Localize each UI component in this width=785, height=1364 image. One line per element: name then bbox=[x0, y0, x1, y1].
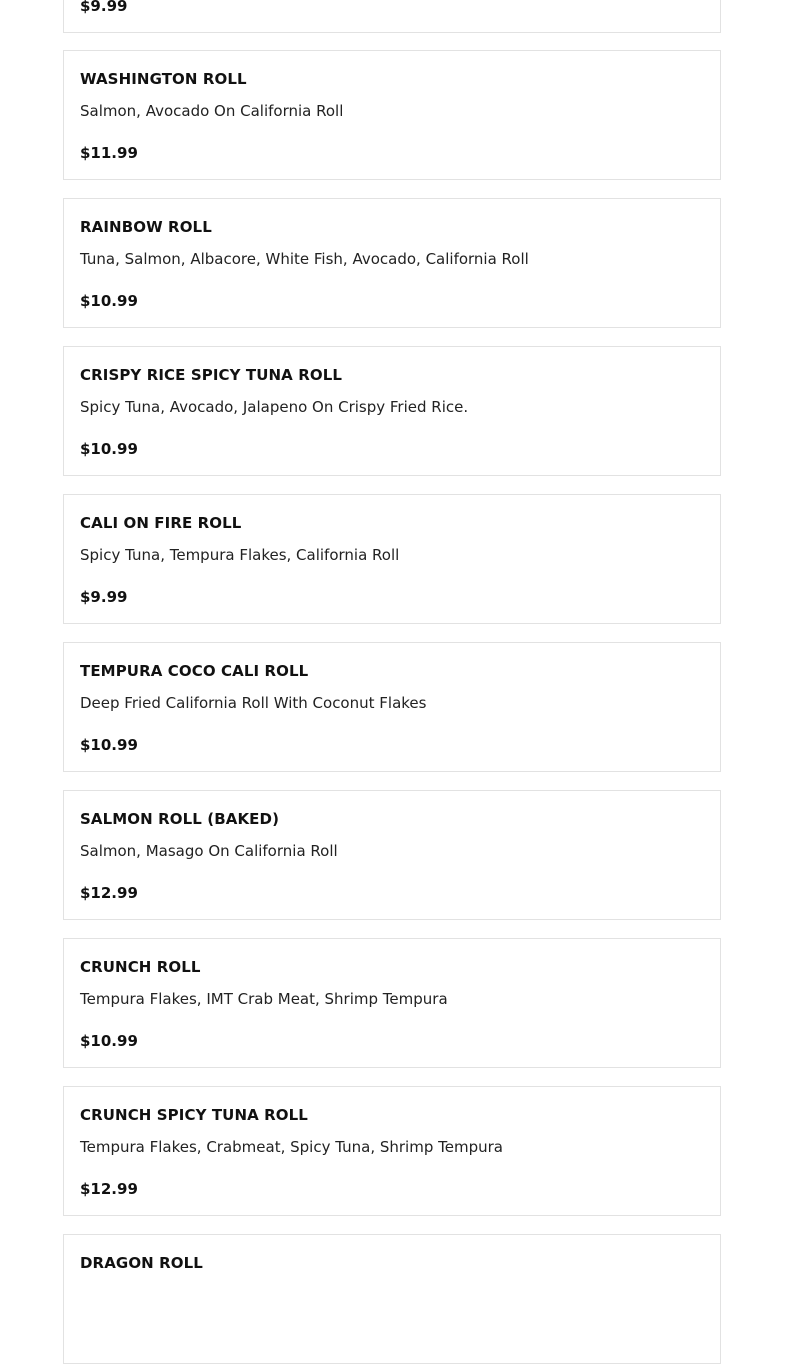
menu-item-card[interactable] bbox=[63, 1086, 721, 1216]
menu-item-name: WASHINGTON ROLL bbox=[80, 70, 247, 88]
menu-item-card[interactable] bbox=[63, 494, 721, 624]
menu-item-price: $10.99 bbox=[80, 736, 138, 754]
menu-item-price: $9.99 bbox=[80, 588, 128, 606]
menu-item-card[interactable] bbox=[63, 642, 721, 772]
menu-item-price: $12.99 bbox=[80, 1180, 138, 1198]
menu-item-price: $10.99 bbox=[80, 1032, 138, 1050]
menu-item-card[interactable] bbox=[63, 50, 721, 180]
menu-item-name: CRUNCH SPICY TUNA ROLL bbox=[80, 1106, 308, 1124]
menu-item-price: $11.99 bbox=[80, 144, 138, 162]
menu-item-description: Deep Fried California Roll With Coconut Flakes bbox=[80, 694, 427, 712]
menu-item-name: RAINBOW ROLL bbox=[80, 218, 212, 236]
menu-item-description: Salmon, Masago On California Roll bbox=[80, 842, 338, 860]
menu-item-name: TEMPURA COCO CALI ROLL bbox=[80, 662, 309, 680]
menu-item-card[interactable] bbox=[63, 198, 721, 328]
menu-item-price: $9.99 bbox=[80, 0, 128, 15]
menu-item-card[interactable] bbox=[63, 1234, 721, 1364]
menu-item-description: Salmon, Avocado On California Roll bbox=[80, 102, 344, 120]
menu-item-name: CALI ON FIRE ROLL bbox=[80, 514, 242, 532]
menu-item-description: Tempura Flakes, IMT Crab Meat, Shrimp Tempura bbox=[80, 990, 448, 1008]
menu-item-name: CRISPY RICE SPICY TUNA ROLL bbox=[80, 366, 343, 384]
menu-item-name: SALMON ROLL (BAKED) bbox=[80, 810, 280, 828]
menu-item-description: Tuna, Salmon, Albacore, White Fish, Avocado, California Roll bbox=[80, 250, 529, 268]
menu-item-price: $10.99 bbox=[80, 292, 138, 310]
menu-item-name: CRUNCH ROLL bbox=[80, 958, 201, 976]
menu-item-price: $12.99 bbox=[80, 884, 138, 902]
menu-item-description: Spicy Tuna, Tempura Flakes, California Roll bbox=[80, 546, 400, 564]
menu-item-card[interactable] bbox=[63, 790, 721, 920]
menu-item-card[interactable] bbox=[63, 938, 721, 1068]
menu-item-description: Tempura Flakes, Crabmeat, Spicy Tuna, Shrimp Tempura bbox=[80, 1138, 503, 1156]
menu-item-price: $10.99 bbox=[80, 440, 138, 458]
menu-item-name: DRAGON ROLL bbox=[80, 1254, 203, 1272]
menu-item-card[interactable] bbox=[63, 0, 721, 33]
menu-item-card[interactable] bbox=[63, 346, 721, 476]
menu-item-description: Spicy Tuna, Avocado, Jalapeno On Crispy Fried Rice. bbox=[80, 398, 469, 416]
